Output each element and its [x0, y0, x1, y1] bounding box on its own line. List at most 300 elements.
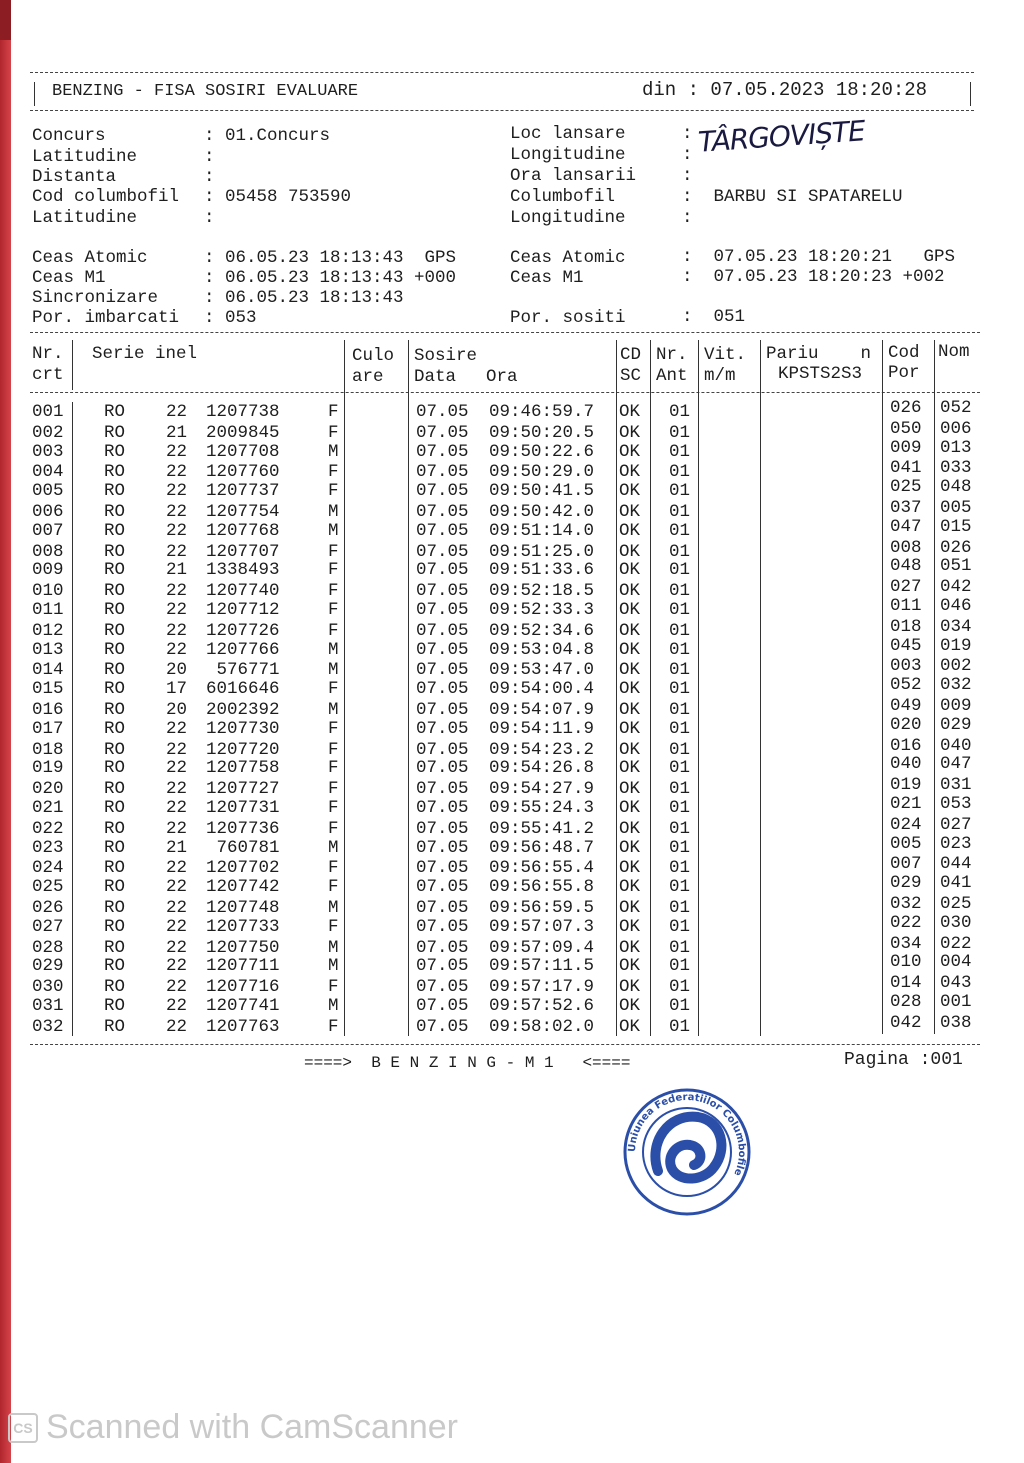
row-sex: M: [328, 837, 339, 858]
row-year: 22: [166, 898, 188, 918]
row-ring: 1207740: [206, 581, 280, 602]
info-value: : BARBU SI SPATARELU: [682, 187, 903, 207]
table-row: [26, 1012, 986, 1037]
footer-banner: ====> B E N Z I N G - M 1 <====: [304, 1054, 631, 1072]
row-sex: F: [328, 402, 339, 422]
scan-edge-bar-top: [0, 0, 11, 40]
row-sex: F: [328, 581, 339, 602]
row-nom: 038: [940, 1012, 972, 1033]
row-cod: 011: [890, 596, 922, 616]
row-cod: 045: [890, 635, 922, 656]
row-sc: OK: [619, 660, 641, 681]
col-ant-bottom: Ant: [656, 366, 688, 386]
row-nom: 040: [940, 735, 972, 756]
row-sex: F: [328, 977, 339, 998]
row-cod: 041: [890, 458, 922, 479]
row-country: RO: [104, 718, 126, 739]
row-sex: M: [328, 700, 339, 720]
clock-label: Por. imbarcati: [32, 308, 180, 328]
row-ring: 1207750: [206, 937, 280, 958]
row-date: 07.05: [416, 779, 469, 800]
row-ring: 6016646: [206, 679, 280, 700]
row-country: RO: [104, 560, 126, 581]
row-time: 09:54:23.2: [489, 739, 595, 760]
row-ring: 1207738: [206, 402, 280, 422]
table-row: [26, 894, 986, 918]
row-sex: F: [328, 877, 339, 898]
row-nom: 034: [940, 616, 972, 637]
table-header-border: [30, 392, 980, 393]
row-sex: F: [328, 916, 339, 937]
row-sex: M: [328, 441, 339, 462]
row-year: 22: [166, 481, 188, 502]
row-ring: 760781: [206, 837, 280, 858]
row-sc: OK: [619, 837, 641, 858]
row-nr: 008: [32, 541, 64, 562]
row-year: 22: [166, 502, 188, 522]
row-nom: 043: [940, 973, 972, 994]
row-nom: 027: [940, 814, 972, 835]
row-nom: 048: [940, 477, 972, 498]
row-sc: OK: [619, 779, 641, 800]
row-ring: 1207730: [206, 718, 280, 739]
row-time: 09:56:48.7: [489, 837, 595, 858]
row-cod: 010: [890, 952, 922, 973]
row-antenna: 01: [669, 798, 691, 818]
col-pariu-top: Pariu n: [766, 344, 872, 364]
row-ring: 1207741: [206, 996, 280, 1016]
table-row: [26, 714, 986, 739]
col-sep: [72, 340, 73, 390]
row-nr: 006: [32, 502, 64, 522]
col-nr-bottom: crt: [32, 365, 64, 385]
row-antenna: 01: [669, 639, 691, 660]
row-date: 07.05: [416, 600, 469, 620]
row-country: RO: [104, 779, 126, 800]
row-sex: F: [328, 462, 339, 483]
row-sex: F: [328, 758, 339, 779]
row-country: RO: [104, 818, 126, 839]
row-time: 09:55:41.2: [489, 818, 595, 839]
row-country: RO: [104, 937, 126, 958]
row-antenna: 01: [669, 700, 691, 720]
row-nom: 031: [940, 775, 972, 796]
row-date: 07.05: [416, 441, 469, 462]
table-row: [26, 458, 986, 483]
row-antenna: 01: [669, 581, 691, 602]
row-time: 09:50:22.6: [489, 441, 595, 462]
row-sc: OK: [619, 758, 641, 779]
row-date: 07.05: [416, 481, 469, 502]
row-date: 07.05: [416, 520, 469, 541]
row-time: 09:51:14.0: [489, 520, 595, 541]
row-country: RO: [104, 462, 126, 483]
table-row: [26, 596, 986, 620]
info-label: Longitudine: [510, 208, 626, 228]
info-value: :: [204, 147, 215, 167]
row-antenna: 01: [669, 718, 691, 739]
row-year: 22: [166, 1016, 188, 1037]
row-sc: OK: [619, 977, 641, 998]
row-date: 07.05: [416, 422, 469, 443]
col-culo-top: Culo: [352, 346, 395, 366]
info-value: : 05458 753590: [204, 187, 352, 207]
row-antenna: 01: [669, 996, 691, 1016]
col-data: Data: [414, 367, 457, 387]
row-date: 07.05: [416, 916, 469, 937]
table-bottom-border: [30, 1044, 980, 1045]
row-sex: F: [328, 718, 339, 739]
row-country: RO: [104, 858, 126, 879]
row-sc: OK: [619, 639, 641, 660]
handwritten-location: TÂRGOVIȘTE: [697, 114, 866, 159]
row-date: 07.05: [416, 620, 469, 641]
row-cod: 047: [890, 516, 922, 537]
row-time: 09:56:55.4: [489, 858, 595, 879]
row-cod: 048: [890, 556, 922, 577]
row-country: RO: [104, 996, 126, 1016]
info-value: :: [682, 208, 693, 228]
row-antenna: 01: [669, 481, 691, 502]
col-ant-top: Nr.: [656, 345, 688, 365]
row-time: 09:57:52.6: [489, 996, 595, 1016]
row-year: 22: [166, 798, 188, 818]
row-country: RO: [104, 620, 126, 641]
row-ring: 1207754: [206, 502, 280, 522]
row-ring: 1207726: [206, 620, 280, 641]
row-year: 22: [166, 520, 188, 541]
row-cod: 052: [890, 675, 922, 696]
row-nom: 026: [940, 537, 972, 558]
table-row: [26, 775, 986, 800]
row-nr: 022: [32, 818, 64, 839]
results-table-body: [26, 398, 986, 1042]
clock-label: Por. sositi: [510, 308, 626, 328]
table-row: [26, 556, 986, 581]
row-year: 22: [166, 462, 188, 483]
row-ring: 1207748: [206, 898, 280, 918]
info-label: Latitudine: [32, 208, 138, 228]
row-nom: 051: [940, 556, 972, 577]
row-year: 20: [166, 700, 188, 720]
row-sc: OK: [619, 700, 641, 720]
row-country: RO: [104, 422, 126, 443]
row-date: 07.05: [416, 996, 469, 1016]
table-row: [26, 477, 986, 502]
row-date: 07.05: [416, 502, 469, 522]
row-nr: 003: [32, 441, 64, 462]
col-cod-top: Cod: [888, 343, 920, 363]
table-row: [26, 833, 986, 858]
row-nr: 032: [32, 1016, 64, 1037]
info-label: Loc lansare: [510, 124, 626, 144]
row-year: 17: [166, 679, 188, 700]
row-sex: M: [328, 956, 339, 977]
info-value: :: [204, 208, 215, 228]
table-row: [26, 437, 986, 462]
row-ring: 1207733: [206, 916, 280, 937]
row-nr: 001: [32, 402, 64, 422]
row-sc: OK: [619, 402, 641, 422]
page-number: Pagina :001: [844, 1050, 963, 1070]
row-time: 09:53:47.0: [489, 660, 595, 681]
table-row: [26, 656, 986, 681]
row-ring: 1207727: [206, 779, 280, 800]
row-country: RO: [104, 798, 126, 818]
row-nom: 042: [940, 577, 972, 598]
row-ring: 1207768: [206, 520, 280, 541]
clock-value: : 06.05.23 18:13:43 +000: [204, 268, 457, 288]
row-time: 09:57:17.9: [489, 977, 595, 998]
row-cod: 007: [890, 854, 922, 875]
row-country: RO: [104, 600, 126, 620]
row-cod: 032: [890, 894, 922, 914]
row-date: 07.05: [416, 798, 469, 818]
row-ring: 1207711: [206, 956, 280, 977]
row-time: 09:54:26.8: [489, 758, 595, 779]
report-title: BENZING - FISA SOSIRI EVALUARE: [52, 82, 359, 101]
table-row: [26, 952, 986, 977]
row-nom: 047: [940, 754, 972, 775]
clock-label: Ceas M1: [32, 268, 106, 288]
row-cod: 025: [890, 477, 922, 498]
row-cod: 003: [890, 656, 922, 677]
table-row: [26, 577, 986, 602]
row-nom: 046: [940, 596, 972, 616]
row-ring: 1207737: [206, 481, 280, 502]
row-sex: F: [328, 1016, 339, 1037]
row-nr: 016: [32, 700, 64, 720]
camscanner-logo-icon: CS: [8, 1413, 38, 1443]
row-cod: 020: [890, 714, 922, 735]
row-sex: F: [328, 858, 339, 879]
row-nom: 005: [940, 498, 972, 518]
row-date: 07.05: [416, 877, 469, 898]
table-row: [26, 973, 986, 998]
row-country: RO: [104, 541, 126, 562]
row-antenna: 01: [669, 422, 691, 443]
clock-value: : 053: [204, 308, 257, 328]
row-ring: 1207716: [206, 977, 280, 998]
row-nom: 022: [940, 933, 972, 954]
row-country: RO: [104, 739, 126, 760]
row-time: 09:51:25.0: [489, 541, 595, 562]
row-time: 09:53:04.8: [489, 639, 595, 660]
info-label: Longitudine: [510, 145, 626, 165]
row-antenna: 01: [669, 679, 691, 700]
row-nom: 019: [940, 635, 972, 656]
row-sex: M: [328, 660, 339, 681]
table-row: [26, 616, 986, 641]
row-antenna: 01: [669, 956, 691, 977]
row-nr: 029: [32, 956, 64, 977]
info-label: Latitudine: [32, 147, 138, 167]
row-cod: 049: [890, 696, 922, 716]
clock-label: Ceas M1: [510, 268, 584, 288]
row-nr: 030: [32, 977, 64, 998]
table-row: [26, 814, 986, 839]
clock-value: : 051: [682, 307, 746, 327]
row-antenna: 01: [669, 916, 691, 937]
row-time: 09:51:33.6: [489, 560, 595, 581]
table-row: [26, 754, 986, 779]
row-antenna: 01: [669, 977, 691, 998]
row-nr: 019: [32, 758, 64, 779]
row-nr: 010: [32, 581, 64, 602]
row-antenna: 01: [669, 739, 691, 760]
row-time: 09:54:00.4: [489, 679, 595, 700]
clock-value: : 06.05.23 18:13:43: [204, 288, 404, 308]
row-time: 09:54:11.9: [489, 718, 595, 739]
row-nr: 002: [32, 422, 64, 443]
row-cod: 014: [890, 973, 922, 994]
table-row: [26, 912, 986, 937]
federation-stamp: [618, 1083, 756, 1221]
col-cod-bottom: Por: [888, 363, 920, 383]
row-nr: 025: [32, 877, 64, 898]
row-nr: 007: [32, 520, 64, 541]
row-date: 07.05: [416, 462, 469, 483]
info-value: :: [682, 124, 693, 144]
row-nom: 052: [940, 398, 972, 418]
row-nr: 017: [32, 718, 64, 739]
row-sex: M: [328, 996, 339, 1016]
row-ring: 2009845: [206, 422, 280, 443]
info-label: Distanta: [32, 167, 117, 187]
row-year: 22: [166, 779, 188, 800]
row-ring: 1207736: [206, 818, 280, 839]
row-ring: 1207712: [206, 600, 280, 620]
row-country: RO: [104, 502, 126, 522]
row-year: 22: [166, 858, 188, 879]
row-sex: F: [328, 541, 339, 562]
table-row: [26, 635, 986, 660]
row-year: 22: [166, 581, 188, 602]
row-sex: M: [328, 639, 339, 660]
stamp-text: Uniunea Federatiilor Columbofile: [626, 1091, 748, 1178]
clock-label: Sincronizare: [32, 288, 159, 308]
clock-value: : 06.05.23 18:13:43 GPS: [204, 248, 457, 268]
top-border: [30, 72, 974, 73]
row-year: 22: [166, 541, 188, 562]
row-time: 09:58:02.0: [489, 1016, 595, 1037]
row-antenna: 01: [669, 462, 691, 483]
row-cod: 040: [890, 754, 922, 775]
col-cd-bottom: SC: [620, 366, 642, 386]
row-sex: F: [328, 779, 339, 800]
row-date: 07.05: [416, 898, 469, 918]
row-country: RO: [104, 402, 126, 422]
row-time: 09:52:34.6: [489, 620, 595, 641]
row-sc: OK: [619, 798, 641, 818]
row-country: RO: [104, 660, 126, 681]
table-top-border: [30, 332, 980, 333]
row-date: 07.05: [416, 541, 469, 562]
row-ring: 1207742: [206, 877, 280, 898]
row-sc: OK: [619, 481, 641, 502]
row-year: 20: [166, 660, 188, 681]
table-row: [26, 696, 986, 720]
row-ring: 1207766: [206, 639, 280, 660]
row-time: 09:56:55.8: [489, 877, 595, 898]
row-sc: OK: [619, 541, 641, 562]
info-value: : 01.Concurs: [204, 126, 331, 146]
row-sc: OK: [619, 718, 641, 739]
row-date: 07.05: [416, 858, 469, 879]
row-country: RO: [104, 758, 126, 779]
row-cod: 029: [890, 873, 922, 894]
row-country: RO: [104, 837, 126, 858]
row-time: 09:56:59.5: [489, 898, 595, 918]
clock-value: : 07.05.23 18:20:21 GPS: [682, 247, 956, 267]
row-cod: 042: [890, 1012, 922, 1033]
results-sheet: [26, 60, 986, 1080]
table-row: [26, 933, 986, 958]
row-year: 22: [166, 937, 188, 958]
row-time: 09:54:07.9: [489, 700, 595, 720]
row-year: 22: [166, 600, 188, 620]
row-cod: 005: [890, 833, 922, 854]
row-sc: OK: [619, 502, 641, 522]
row-antenna: 01: [669, 898, 691, 918]
camscanner-watermark: [8, 1408, 458, 1447]
scan-edge-bar: [0, 0, 11, 1463]
row-ring: 2002392: [206, 700, 280, 720]
row-time: 09:57:11.5: [489, 956, 595, 977]
table-row: [26, 398, 986, 422]
row-sc: OK: [619, 877, 641, 898]
row-sc: OK: [619, 898, 641, 918]
row-sc: OK: [619, 679, 641, 700]
col-vit-top: Vit.: [704, 345, 747, 365]
col-cd-top: CD: [620, 345, 642, 365]
row-nr: 020: [32, 779, 64, 800]
title-right-bar: [970, 82, 971, 106]
row-sex: M: [328, 520, 339, 541]
row-year: 21: [166, 837, 188, 858]
table-row: [26, 735, 986, 760]
row-nom: 044: [940, 854, 972, 875]
row-nom: 032: [940, 675, 972, 696]
row-year: 22: [166, 639, 188, 660]
row-nr: 005: [32, 481, 64, 502]
row-date: 07.05: [416, 718, 469, 739]
row-year: 21: [166, 560, 188, 581]
row-nr: 018: [32, 739, 64, 760]
row-nr: 031: [32, 996, 64, 1016]
col-vit-bottom: m/m: [704, 366, 736, 386]
row-country: RO: [104, 956, 126, 977]
row-year: 22: [166, 996, 188, 1016]
row-nom: 004: [940, 952, 972, 973]
info-label: Cod columbofil: [32, 187, 180, 207]
table-row: [26, 794, 986, 818]
row-sex: M: [328, 898, 339, 918]
row-country: RO: [104, 977, 126, 998]
row-cod: 026: [890, 398, 922, 418]
row-sc: OK: [619, 462, 641, 483]
row-nom: 023: [940, 833, 972, 854]
row-ring: 576771: [206, 660, 280, 681]
clock-value: : 07.05.23 18:20:23 +002: [682, 267, 945, 287]
row-sex: M: [328, 937, 339, 958]
row-year: 22: [166, 916, 188, 937]
row-sex: F: [328, 739, 339, 760]
row-nom: 006: [940, 418, 972, 439]
title-left-bar: [34, 82, 35, 106]
info-label: Ora lansarii: [510, 166, 637, 186]
row-date: 07.05: [416, 758, 469, 779]
